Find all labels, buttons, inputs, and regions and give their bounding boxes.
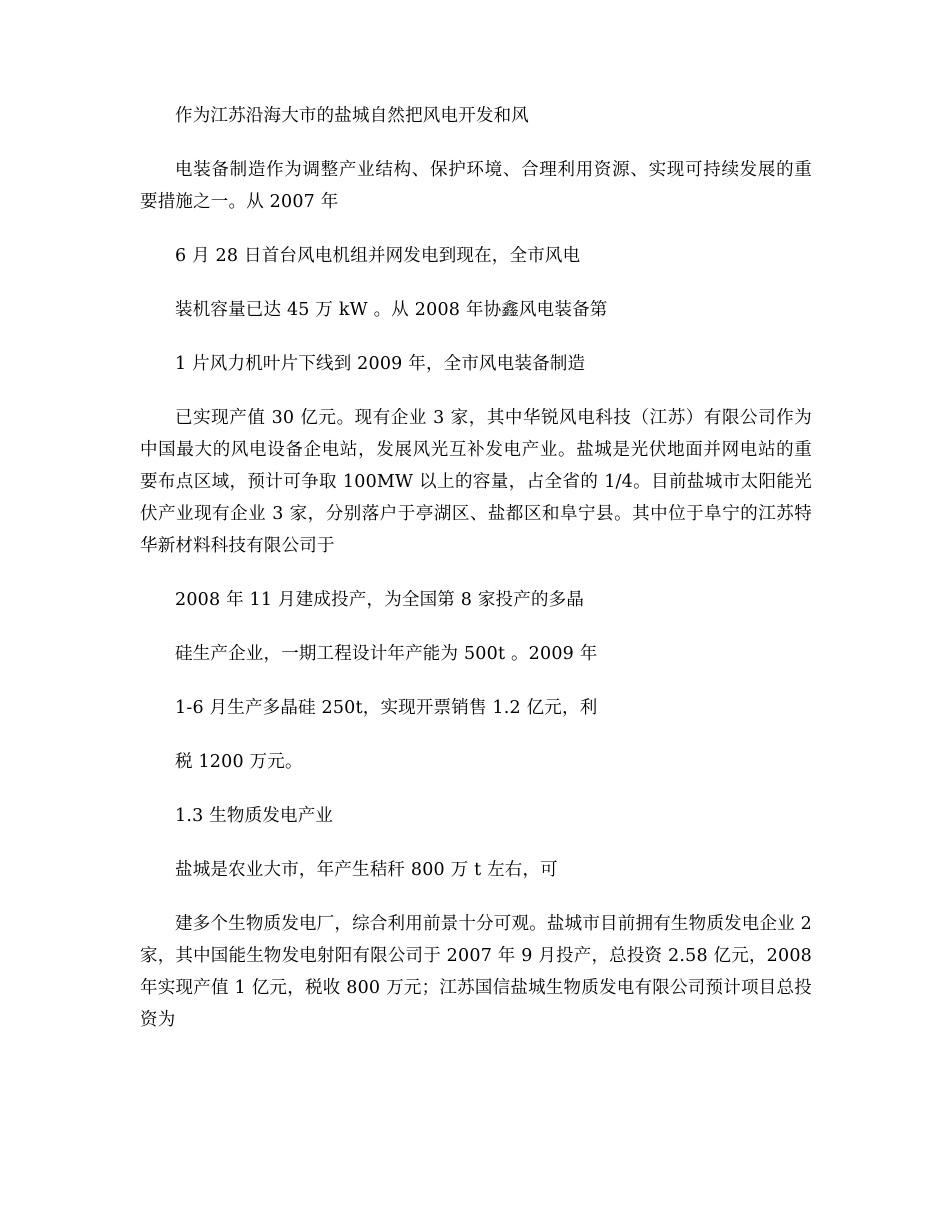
paragraph-1: 作为江苏沿海大市的盐城自然把风电开发和风 [175,106,529,126]
paragraph-6: 已实现产值 30 亿元。现有企业 3 家，其中华锐风电科技（江苏）有限公司作为中国最大的风电设备企电站，发展风光互补发电产业。盐城是光伏地面并网电站的重要布点区域，预计可争取 100MW 以上的容量，占全省的 1/4。目前盐城市太阳能光伏产业现有企业 3 家，分别落户于亭湖区、盐都区和阜宁县。其中位于阜宁的江苏特华新材料科技有限公司于 [140,408,812,556]
paragraph-8: 硅生产企业，一期工程设计年产能为 500t 。2009 年 [175,644,598,664]
paragraph-10: 税 1200 万元。 [175,752,303,772]
paragraph-13: 建多个生物质发电厂，综合利用前景十分可观。盐城市目前拥有生物质发电企业 2 家，其中国能生物发电射阳有限公司于 2007 年 9 月投产，总投资 2.58 亿元，2008 年实现产值 1 亿元，税收 800 万元；江苏国信盐城生物质发电有限公司预计项目总投资为 [140,914,812,1030]
paragraph-9: 1-6 月生产多晶硅 250t，实现开票销售 1.2 亿元，利 [175,698,598,718]
paragraph-5: 1 片风力机叶片下线到 2009 年，全市风电装备制造 [175,354,586,374]
document-page [140,100,812,1036]
paragraph-2: 电装备制造作为调整产业结构、保护环境、合理利用资源、实现可持续发展的重要措施之一。从 2007 年 [140,160,812,212]
paragraph-4: 装机容量已达 45 万 kW 。从 2008 年协鑫风电装备第 [175,300,608,320]
paragraph-7: 2008 年 11 月建成投产，为全国第 8 家投产的多晶 [175,590,585,610]
section-heading: 1.3 生物质发电产业 [175,806,334,826]
paragraph-3: 6 月 28 日首台风电机组并网发电到现在，全市风电 [175,246,581,266]
paragraph-12: 盐城是农业大市，年产生秸秆 800 万 t 左右，可 [175,860,558,880]
